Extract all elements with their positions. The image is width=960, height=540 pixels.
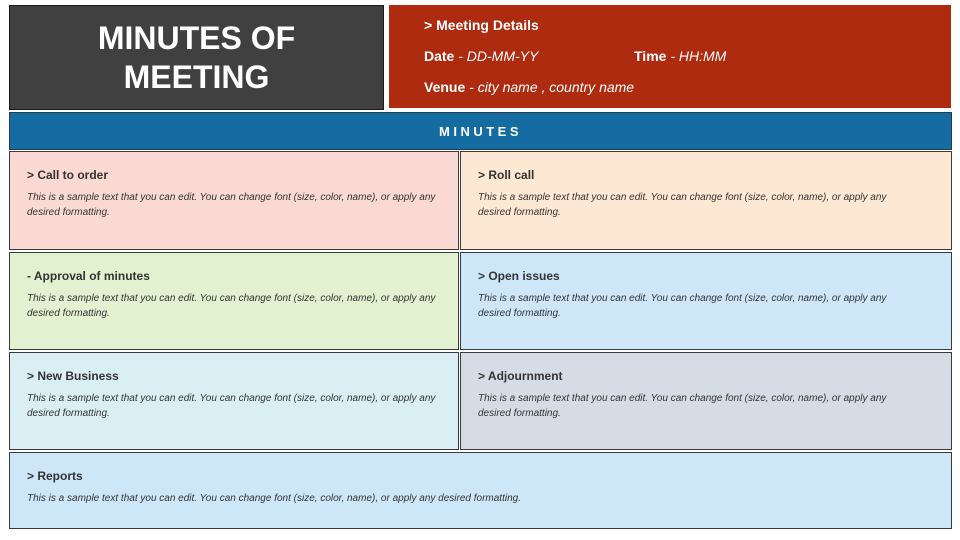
meeting-details-box — [389, 5, 951, 108]
date-label: Date — [424, 48, 455, 64]
title-line-1: MINUTES OF — [97, 19, 296, 56]
section-reports — [9, 452, 952, 529]
minutes-bar: MINUTES — [9, 112, 952, 150]
section-heading: > Reports — [27, 469, 83, 483]
time-field — [634, 48, 726, 64]
section-new-business — [9, 352, 459, 450]
section-roll-call — [460, 151, 952, 250]
section-body: This is a sample text that you can edit. You can change font (size, color, name), or apply any desired formatting. — [478, 393, 887, 419]
section-call-to-order — [9, 151, 459, 250]
section-body: This is a sample text that you can edit. You can change font (size, color, name), or apply any desired formatting. — [478, 192, 887, 218]
section-heading: > Open issues — [478, 269, 560, 283]
venue-field — [424, 79, 634, 95]
title-box — [9, 5, 384, 110]
section-body: This is a sample text that you can edit. You can change font (size, color, name), or apply any desired formatting. — [27, 192, 436, 218]
section-body: This is a sample text that you can edit. You can change font (size, color, name), or apply any desired formatting. — [27, 293, 436, 319]
section-heading: - Approval of minutes — [27, 269, 150, 283]
time-label: Time — [634, 48, 667, 64]
section-heading: > New Business — [27, 369, 119, 383]
date-field — [424, 48, 634, 64]
time-value: - HH:MM — [666, 48, 727, 64]
venue-label: Venue — [424, 79, 466, 95]
section-open-issues — [460, 252, 952, 350]
section-adjournment — [460, 352, 952, 450]
section-body: This is a sample text that you can edit. You can change font (size, color, name), or apply any desired formatting. — [27, 493, 521, 504]
section-heading: > Roll call — [478, 168, 535, 182]
section-heading: > Adjournment — [478, 369, 563, 383]
title-line-2: MEETING — [123, 58, 270, 95]
venue-value: - city name , country name — [465, 79, 635, 95]
date-value: - DD-MM-YY — [454, 48, 539, 64]
section-approval-of-minutes — [9, 252, 459, 350]
section-body: This is a sample text that you can edit. You can change font (size, color, name), or apply any desired formatting. — [478, 293, 887, 319]
section-body: This is a sample text that you can edit. You can change font (size, color, name), or apply any desired formatting. — [27, 393, 436, 419]
section-heading: > Call to order — [27, 168, 109, 182]
meeting-details-heading: > Meeting Details — [424, 17, 539, 33]
